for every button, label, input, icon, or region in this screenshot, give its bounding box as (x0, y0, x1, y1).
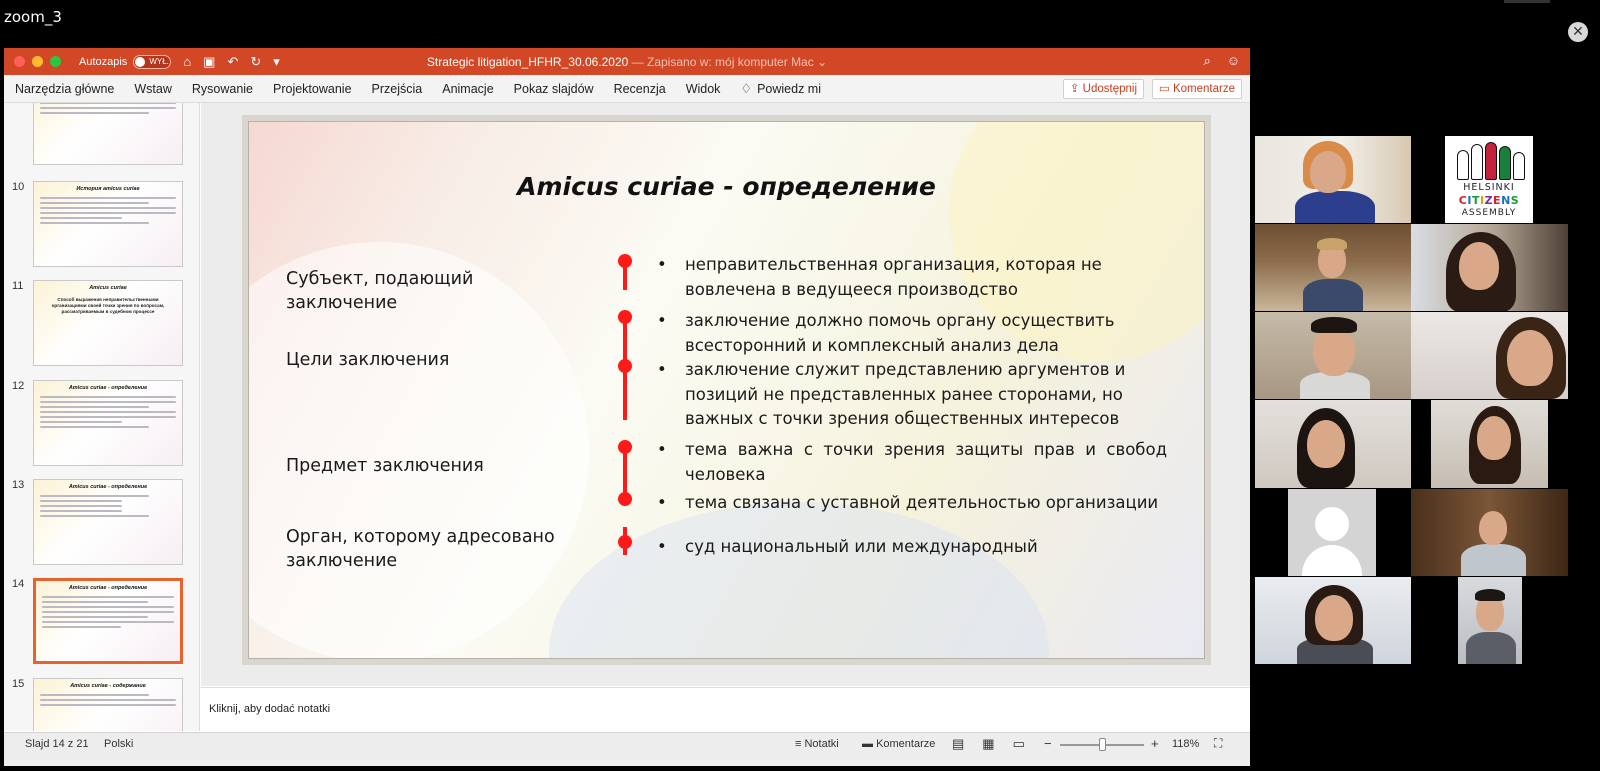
thumbnail-text-line (40, 416, 176, 418)
undo-icon[interactable]: ↶ (227, 53, 239, 69)
slide-thumbnail[interactable] (33, 678, 183, 731)
bullet-item[interactable]: • неправительственная организация, которая не вовлечена в ведущееся производство (657, 253, 1167, 302)
normal-view-icon[interactable]: ▤ (952, 736, 965, 751)
participant-body (1466, 632, 1516, 664)
thumbnail-title: Amicus curiae (89, 285, 127, 291)
comments-label: Komentarze (1172, 83, 1235, 95)
participant-hair (1311, 317, 1357, 333)
thumbnail-text-line (42, 616, 148, 618)
bullet-item[interactable]: • суд национальный или международный (657, 535, 1167, 560)
thumbnail-number: 12 (12, 380, 25, 392)
slide-counter: Slajd 14 z 21 (25, 738, 89, 750)
thumbnail-text-line (40, 505, 122, 507)
thumbnail-text-line (40, 500, 122, 502)
thumbnail-text-line (40, 217, 122, 219)
thumbnail-text-line (40, 222, 149, 224)
thumbnail-text-line (42, 606, 174, 608)
logo-line-3: ASSEMBLY (1461, 208, 1517, 218)
tab-review[interactable]: Recenzja (613, 81, 666, 96)
thumbnail-number: 11 (12, 280, 24, 292)
slide-thumbnail[interactable] (33, 181, 183, 267)
thumbnail-text-line (40, 421, 122, 423)
save-icon[interactable]: ▣ (203, 53, 216, 69)
thumbnail-title: Amicus curiae - определение (68, 385, 148, 391)
row-label-subject-matter[interactable]: Предмет заключения (286, 456, 484, 476)
slide-thumbnail[interactable] (33, 479, 183, 565)
account-icon[interactable]: ☺ (1226, 53, 1240, 68)
slide-background-shape (549, 502, 1049, 659)
share-button[interactable]: ⇪ Udostępnij (1063, 79, 1144, 99)
thumbnail-text-line (40, 406, 149, 408)
thumbnail-text-line (40, 704, 176, 706)
lightbulb-icon: ♢ (740, 80, 753, 96)
thumbnail-text-line (40, 197, 176, 199)
thumbnail-row[interactable] (4, 103, 200, 167)
title-bar (4, 48, 1250, 75)
row-label-subject[interactable]: Субъект, подающий заключение (286, 269, 474, 313)
search-icon[interactable]: ⌕ (1203, 53, 1211, 68)
minimize-window-button[interactable] (32, 56, 43, 67)
thumbnail-text-line (40, 103, 176, 104)
timeline-dot (618, 310, 632, 324)
zoom-slider-handle[interactable] (1099, 738, 1106, 751)
language-indicator[interactable]: Polski (104, 738, 134, 750)
ribbon-tabs (4, 75, 1250, 103)
comments-button[interactable]: ▭ Komentarze (1152, 79, 1242, 99)
current-slide[interactable] (248, 121, 1205, 659)
participant-body (1461, 544, 1526, 576)
participant-video[interactable] (1255, 136, 1411, 223)
participant-video[interactable] (1255, 312, 1411, 399)
close-window-button[interactable] (14, 56, 25, 67)
thumbnail-row[interactable] (4, 676, 200, 731)
comments-toggle-label: Komentarze (876, 738, 936, 750)
participant-face (1315, 595, 1353, 641)
zoom-top-bar (1504, 0, 1550, 3)
participant-video[interactable] (1255, 400, 1411, 488)
notes-toggle-button[interactable]: ≡ Notatki (795, 738, 839, 750)
thumbnail-number: 10 (12, 181, 25, 193)
thumbnail-row[interactable] (4, 477, 200, 567)
tell-me-search[interactable]: Powiedz mi (757, 81, 821, 96)
avatar-body (1302, 545, 1362, 576)
participant-video[interactable] (1255, 224, 1411, 311)
participant-video[interactable] (1255, 577, 1411, 664)
status-bar (4, 732, 1250, 766)
slide-editor-canvas[interactable] (201, 103, 1250, 686)
thumbnail-text-line (42, 601, 148, 603)
thumbnail-text-line (42, 621, 174, 623)
thumbnail-text-line (40, 515, 149, 517)
participant-body (1300, 372, 1370, 399)
fit-to-window-icon[interactable]: ⛶ (1214, 736, 1223, 750)
participant-video[interactable] (1411, 224, 1568, 311)
thumbnail-text-line (40, 107, 176, 109)
notes-toggle-label: Notatki (804, 738, 839, 750)
thumbnail-text-line (40, 426, 149, 428)
view-buttons (952, 736, 1025, 752)
comments-toggle-button[interactable]: ▬ Komentarze (862, 738, 936, 750)
thumbnail-text-line (42, 626, 121, 628)
slide-thumbnail[interactable] (33, 280, 183, 366)
thumbnail-text-line (40, 112, 149, 114)
participant-face (1479, 511, 1507, 545)
autosave-label: Autozapis (79, 55, 128, 68)
participant-hair (1317, 238, 1347, 250)
thumbnail-text-line (40, 495, 149, 497)
timeline-dot (618, 492, 632, 506)
tab-draw[interactable]: Rysowanie (191, 81, 253, 96)
thumbnail-text-line (42, 611, 174, 613)
slide-thumbnails-pane (4, 103, 200, 731)
thumbnail-row[interactable] (4, 179, 200, 269)
slide-thumbnail[interactable] (33, 103, 183, 165)
redo-icon[interactable]: ↻ (250, 53, 262, 69)
zoom-window-title: zoom_3 (4, 8, 62, 26)
thumbnail-number: 13 (12, 479, 25, 491)
thumbnail-title: Amicus curiae - содержание (70, 683, 146, 689)
tab-transitions[interactable]: Przejścia (371, 81, 423, 96)
bullet-item[interactable]: • тема важна с точки зрения защиты прав и свобод человека (657, 438, 1167, 487)
participant-face (1477, 416, 1511, 460)
avatar-head (1315, 507, 1349, 541)
timeline-dot (618, 254, 632, 268)
row-label-addressee[interactable]: Орган, которому адресовано заключение (286, 527, 555, 571)
slide-thumbnail-selected[interactable] (33, 578, 183, 664)
thumbnail-text-line (40, 212, 176, 214)
thumbnail-row[interactable] (4, 278, 200, 368)
thumbnail-text-line (40, 207, 176, 209)
thumbnail-number: 15 (12, 678, 25, 690)
share-label: Udostępnij (1082, 83, 1137, 95)
thumbnail-row[interactable] (4, 576, 200, 666)
document-name: Strategic litigation_HFHR_30.06.2020 (426, 54, 629, 69)
zoom-in-button[interactable]: + (1151, 736, 1159, 751)
logo-figures (1449, 140, 1529, 180)
thumbnail-text-line (40, 510, 122, 512)
tab-view[interactable]: Widok (685, 81, 721, 96)
slide-sorter-icon[interactable]: ▦ (982, 736, 995, 751)
zoom-out-button[interactable]: − (1044, 736, 1052, 751)
participant-face (1310, 151, 1346, 193)
participant-hair (1475, 589, 1505, 601)
participant-body (1303, 279, 1363, 311)
logo-line-1: HELSINKI (1463, 182, 1515, 193)
logo-line-2: CITIZENS (1458, 194, 1520, 207)
thumbnail-title: Amicus curiae - определение (68, 484, 148, 490)
thumbnail-text-line (40, 401, 176, 403)
tab-slideshow[interactable]: Pokaz slajdów (513, 81, 594, 96)
customize-toolbar-icon[interactable]: ▾ (273, 53, 280, 69)
autosave-toggle[interactable]: WYŁ. (133, 55, 171, 69)
thumbnail-text-line (40, 411, 176, 413)
thumbnail-text-line (40, 699, 176, 701)
row-label-goals[interactable]: Цели заключения (286, 350, 450, 370)
participant-video[interactable] (1431, 400, 1548, 488)
thumbnail-row[interactable] (4, 378, 200, 468)
participant-avatar-placeholder[interactable] (1288, 489, 1376, 576)
participant-body (1295, 191, 1375, 223)
tab-animations[interactable]: Animacje (442, 81, 494, 96)
window-controls (14, 56, 61, 67)
thumbnail-text-line (40, 694, 149, 696)
tab-design[interactable]: Projektowanie (273, 81, 352, 96)
reading-view-icon[interactable]: ▭ (1012, 736, 1025, 751)
zoom-level[interactable]: 118% (1172, 738, 1200, 750)
home-icon[interactable]: ⌂ (183, 54, 192, 69)
bullet-item[interactable]: • заключение должно помочь органу осуществить всесторонний и комплексный анализ дела (657, 309, 1167, 358)
tab-home[interactable]: Narzędzia główne (15, 81, 115, 96)
participant-video[interactable] (1411, 312, 1568, 399)
slide-thumbnail[interactable] (33, 380, 183, 466)
participant-video[interactable] (1411, 489, 1568, 576)
thumbnail-text-line (42, 596, 174, 598)
thumbnail-title: Amicus curiae - определение (68, 585, 148, 591)
thumbnail-subtitle: Способ выражения неправительственными организациями своей точки зрения по вопросам, рассматриваемым в судебном процессе (51, 297, 165, 314)
document-save-status: — Zapisano w: mój komputer Mac ⌄ (631, 54, 828, 69)
participant-face (1459, 242, 1499, 290)
title-bar-right (1203, 53, 1240, 69)
thumbnail-number: 14 (12, 578, 25, 590)
tab-insert[interactable]: Wstaw (134, 81, 172, 96)
slide-title[interactable]: Amicus curiae - определение (517, 172, 936, 201)
maximize-window-button[interactable] (50, 56, 61, 67)
close-icon[interactable]: ✕ (1568, 22, 1588, 42)
timeline-dot (618, 440, 632, 454)
timeline-dot (618, 359, 632, 373)
thumbnail-title: История amicus curiae (76, 186, 140, 192)
thumbnail-text-line (40, 396, 176, 398)
thumbnail-text-line (40, 202, 149, 204)
powerpoint-window (4, 48, 1250, 766)
bullet-item[interactable]: • заключение служит представлению аргументов и позиций не представленных ранее сторонами, но важных с точки зрения общественных интересов (657, 358, 1167, 432)
organization-logo (1447, 138, 1531, 221)
participant-video[interactable] (1458, 577, 1522, 664)
bullet-item[interactable]: • тема связана с уставной деятельностью организации (657, 491, 1167, 516)
participant-face (1507, 330, 1553, 386)
timeline-dot (618, 535, 632, 549)
participant-face (1307, 420, 1345, 468)
notes-pane[interactable]: Kliknij, aby dodać notatki (201, 687, 1250, 732)
participant-video-logo[interactable] (1445, 136, 1533, 223)
